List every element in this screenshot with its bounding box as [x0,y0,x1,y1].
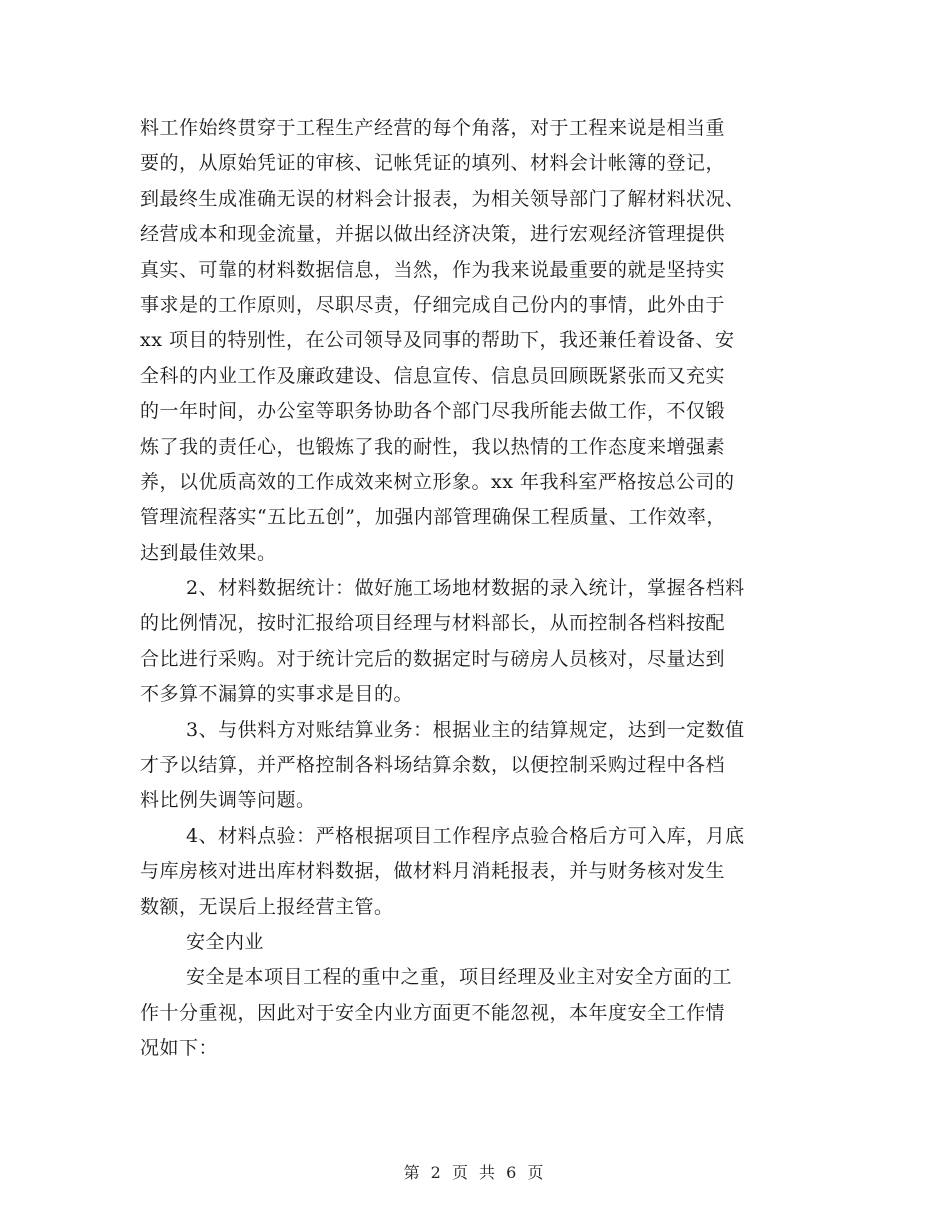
text-line: 养，以优质高效的工作成效来树立形象。xx 年我科室严格按总公司的 [140,470,735,493]
text-line: 的比例情况，按时汇报给项目经理与材料部长，从而控制各档料按配 [140,612,726,635]
paragraph-start-line: 2、材料数据统计：做好施工场地材数据的录入统计，掌握各档料 [186,577,745,600]
page-number: 第 2 页 共 6 页 [403,1163,547,1182]
text-line: xx 项目的特别性，在公司领导及同事的帮助下，我还兼任着设备、安 [140,329,735,352]
text-line: 合比进行采购。对于统计完后的数据定时与磅房人员核对，尽量达到 [140,647,726,670]
text-line: 况如下： [140,1037,219,1060]
text-line: 的一年时间，办公室等职务协助各个部门尽我所能去做工作，不仅锻 [140,400,726,423]
text-line: 达到最佳效果。 [140,541,277,564]
text-line: 作十分重视，因此对于安全内业方面更不能忽视，本年度安全工作情 [140,1001,726,1024]
text-line: 经营成本和现金流量，并据以做出经济决策，进行宏观经济管理提供 [140,223,726,246]
text-line: 炼了我的责任心，也锻炼了我的耐性，我以热情的工作态度来增强素 [140,435,726,458]
section-heading: 安全内业 [186,930,265,953]
text-line: 真实、可靠的材料数据信息，当然，作为我来说最重要的就是坚持实 [140,258,726,281]
text-line: 数额，无误后上报经营主管。 [140,895,394,918]
text-line: 要的，从原始凭证的审核、记帐凭证的填列、材料会计帐簿的登记， [140,152,726,175]
text-line: 到最终生成准确无误的材料会计报表，为相关领导部门了解材料状况、 [140,187,745,210]
paragraph-start-line: 安全是本项目工程的重中之重，项目经理及业主对安全方面的工 [186,966,733,989]
paragraph-start-line: 3、与供料方对账结算业务：根据业主的结算规定，达到一定数值 [186,718,745,741]
text-line: 料比例失调等问题。 [140,789,316,812]
text-line: 不多算不漏算的实事求是目的。 [140,683,414,706]
text-line: 全科的内业工作及廉政建设、信息宣传、信息员回顾既紧张而又充实 [140,364,726,387]
document-body [140,111,812,1067]
paragraph-start-line: 4、材料点验：严格根据项目工作程序点验合格后方可入库，月底 [186,824,745,847]
text-line: 料工作始终贯穿于工程生产经营的每个角落，对于工程来说是相当重 [140,117,726,139]
text-line: 管理流程落实“五比五创”，加强内部管理确保工程质量、工作效率， [140,506,726,529]
text-line: 事求是的工作原则，尽职尽责，仔细完成自己份内的事情，此外由于 [140,293,726,316]
text-line: 才予以结算，并严格控制各料场结算余数，以便控制采购过程中各档 [140,754,726,777]
text-line: 与库房核对进出库材料数据，做材料月消耗报表，并与财务核对发生 [140,860,726,883]
